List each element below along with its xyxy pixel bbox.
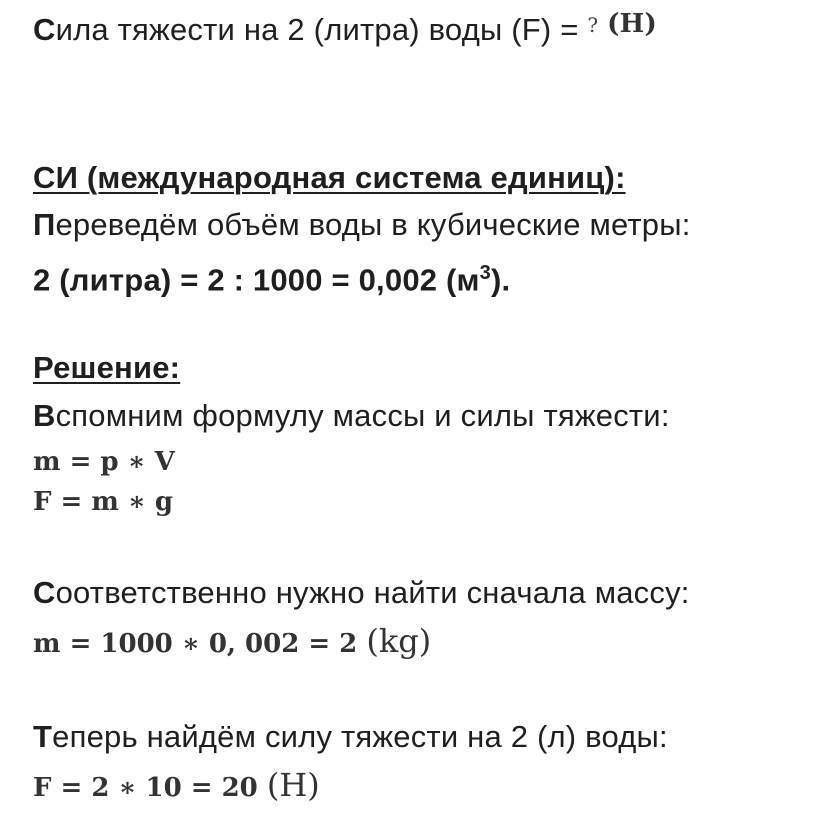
lead-letter: С [33,575,56,610]
lead-letter: П [33,207,56,242]
si-instruction [33,207,691,243]
si-heading: СИ (международная система единиц): [33,160,626,195]
solution-intro-text: спомним формулу массы и силы тяжести: [55,398,670,433]
mass-expression: m = 1000 ∗ 0, 002 = 2 [33,629,358,659]
force-formula: F = m ∗ g [33,487,174,517]
lead-letter: С [33,12,56,47]
lead-letter: В [33,398,56,433]
si-conversion [33,255,510,298]
unknown-mark: ? [587,13,599,37]
mass-calculation [33,624,431,661]
force-expression: F = 2 ∗ 10 = 20 [33,773,258,803]
question-line [33,9,657,51]
conversion-tail: ). [491,262,511,298]
mass-formula: m = p ∗ V [33,447,175,477]
exponent: 3 [479,262,491,284]
question-text: ила тяжести на 2 (литра) воды (F) = [55,12,579,47]
force-intro [33,719,668,755]
unit-newton: (Н) [607,9,657,39]
mass-intro [33,575,690,611]
force-intro-text: еперь найдём силу тяжести на 2 (л) воды: [52,719,668,754]
mass-intro-text: оответственно нужно найти сначала массу: [55,575,690,610]
force-calculation [33,768,320,805]
unit-newton: (Н) [266,766,320,804]
conversion-text: 2 (литра) = 2 : 1000 = 0,002 (м [33,262,480,298]
solution-intro [33,398,670,434]
unit-kg: (kg) [366,622,432,660]
lead-letter: Т [33,719,53,754]
solution-heading: Решение: [33,350,181,385]
si-instruction-text: ереведём объём воды в кубические метры: [55,207,691,242]
